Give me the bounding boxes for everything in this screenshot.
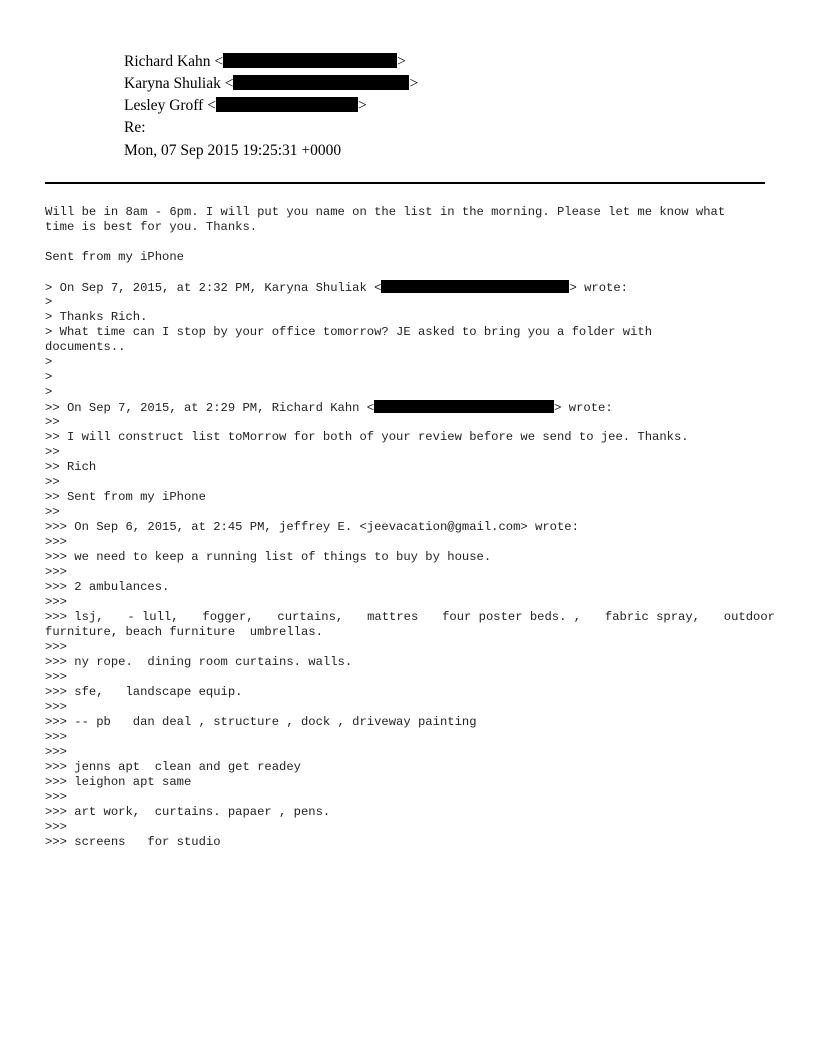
redaction-box [223, 53, 397, 68]
list-word: fabric spray, [604, 610, 700, 624]
body-line: > [45, 295, 53, 309]
body-line: >> [45, 475, 60, 489]
body-line: >>> ny rope. dining room curtains. walls. [45, 655, 353, 669]
list-word: - lull, [127, 610, 179, 624]
cc-value [124, 96, 367, 116]
quote-header-text: > wrote: [569, 281, 628, 295]
cc-close: > [357, 97, 367, 114]
body-line: furniture, beach furniture umbrellas. [45, 625, 323, 639]
body-line: >>> [45, 820, 67, 834]
redaction-box [374, 400, 554, 413]
body-line: >>> [45, 535, 67, 549]
body-line: >>> [45, 640, 67, 654]
redaction-box [381, 280, 569, 293]
from-name: Richard Kahn < [124, 53, 224, 70]
list-word: >>> lsj, [45, 610, 104, 624]
blank-line [45, 265, 775, 280]
body-line: >>> [45, 745, 67, 759]
body-line: >>> screens for studio [45, 835, 221, 849]
body-line: >> I will construct list toMorrow for both of your review before we send to jee. Thanks. [45, 430, 689, 444]
body-line: >>> art work, curtains. papaer , pens. [45, 805, 331, 819]
body-line: >> Rich [45, 460, 97, 474]
body-line: >>> we need to keep a running list of things to buy by house. [45, 550, 492, 564]
body-line: > Thanks Rich. [45, 310, 148, 324]
to-value [124, 74, 418, 94]
body-line: >>> -- pb dan deal , structure , dock , driveway painting [45, 715, 477, 729]
list-word: four poster beds. , [442, 610, 582, 624]
body-line: Sent from my iPhone [45, 250, 184, 264]
blank-line [45, 235, 775, 250]
body-line: >> [45, 415, 60, 429]
cc-name: Lesley Groff < [124, 97, 216, 114]
date-value: Mon, 07 Sep 2015 19:25:31 +0000 [124, 142, 342, 159]
body-line-justified [45, 610, 775, 625]
list-word: mattres [367, 610, 419, 624]
body-line: >>> [45, 595, 67, 609]
body-line: >>> [45, 700, 67, 714]
body-line: > [45, 370, 53, 384]
quote-header-2 [45, 400, 775, 415]
from-value [124, 52, 406, 72]
quote-header-text: > On Sep 7, 2015, at 2:32 PM, Karyna Shuliak < [45, 281, 382, 295]
header-divider [45, 182, 765, 184]
body-line: >>> [45, 790, 67, 804]
subject-value: Re: [124, 119, 146, 136]
body-line: >>> jenns apt clean and get readey [45, 760, 301, 774]
body-line: >> Sent from my iPhone [45, 490, 206, 504]
list-word: curtains, [277, 610, 344, 624]
body-line: >>> [45, 730, 67, 744]
quote-header-text: > wrote: [554, 401, 613, 415]
body-line: > What time can I stop by your office tomorrow? JE asked to bring you a folder with [45, 325, 653, 339]
body-line: >> [45, 505, 60, 519]
quote-header-1 [45, 280, 775, 295]
body-line: >>> 2 ambulances. [45, 580, 170, 594]
list-word: fogger, [202, 610, 254, 624]
body-line: > [45, 385, 53, 399]
to-name: Karyna Shuliak < [124, 75, 234, 92]
body-line: >>> leighon apt same [45, 775, 192, 789]
body-line: >> [45, 445, 60, 459]
body-line: >>> [45, 565, 67, 579]
redaction-box [233, 75, 409, 90]
body-line: > [45, 355, 53, 369]
body-line: >>> sfe, landscape equip. [45, 685, 243, 699]
to-close: > [409, 75, 419, 92]
quote-header-text: >> On Sep 7, 2015, at 2:29 PM, Richard Kahn < [45, 401, 375, 415]
from-close: > [397, 53, 406, 70]
body-line: documents.. [45, 340, 126, 354]
list-word: outdoor [723, 610, 775, 624]
body-line: >>> [45, 670, 67, 684]
body-line: time is best for you. Thanks. [45, 220, 258, 234]
quote-header-3: >>> On Sep 6, 2015, at 2:45 PM, jeffrey E. <jeevacation@gmail.com> wrote: [45, 520, 579, 534]
email-body [45, 205, 775, 850]
body-line: Will be in 8am - 6pm. I will put you name on the list in the morning. Please let me know what [45, 205, 726, 219]
redaction-box [216, 97, 358, 112]
